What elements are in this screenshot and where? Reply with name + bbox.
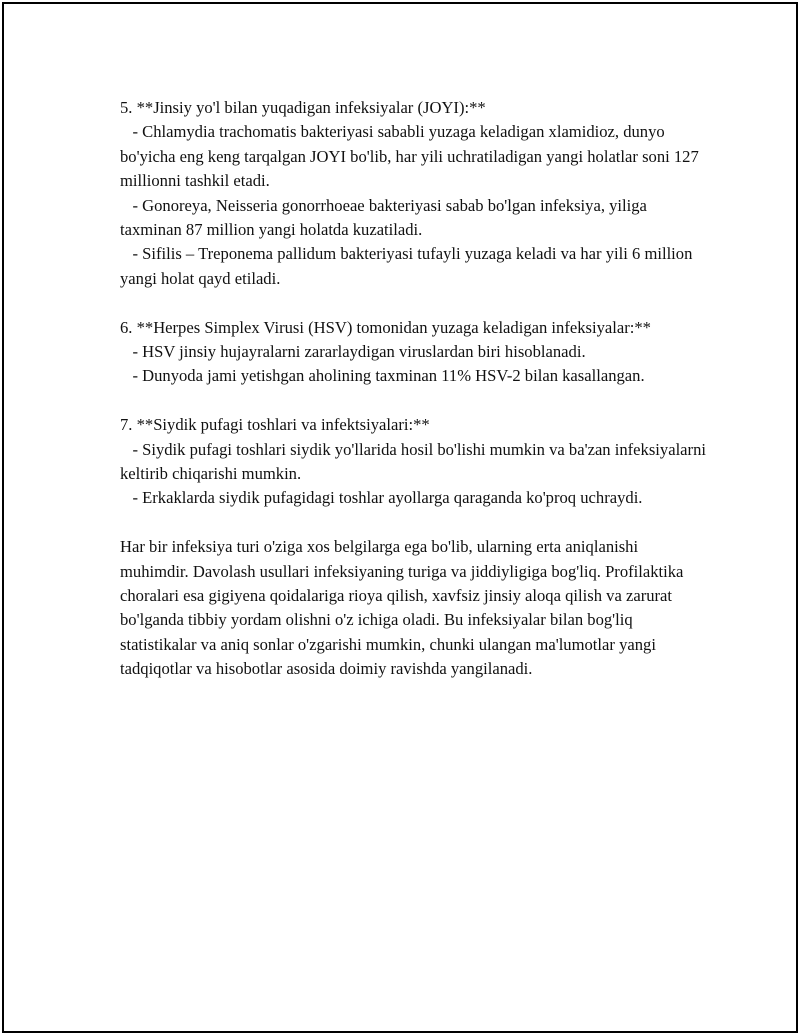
section-7-item-men: - Erkaklarda siydik pufagidagi toshlar ayollarga qaraganda ko'proq uchraydi. [120, 488, 643, 508]
section-6-heading: 6. **Herpes Simplex Virusi (HSV) tomonidan yuzaga keladigan infeksiyalar:** [120, 317, 651, 337]
section-5-item-chlamydia: - Chlamydia trachomatis bakteriyasi sababli yuzaga keladigan xlamidioz, dunyo bo'yicha eng keng tarqalgan JOYI bo'lib, har yili uchratiladigan yangi holatlar soni 127 millionni tashkil etadi. [120, 122, 703, 191]
section-5-item-gonorrhea: - Gonoreya, Neisseria gonorrhoeae bakteriyasi sabab bo'lgan infeksiya, yiliga taxminan 87 million yangi holatda kuzatiladi. [120, 195, 652, 240]
document-body [120, 96, 710, 682]
section-5-heading: 5. **Jinsiy yo'l bilan yuqadigan infeksiyalar (JOYI):** [120, 98, 486, 117]
section-6-item-hsv-prevalence: - Dunyoda jami yetishgan aholining taxminan 11% HSV-2 bilan kasallangan. [120, 366, 645, 386]
section-7-heading: 7. **Siydik pufagi toshlari va infektsiyalari:** [120, 415, 430, 435]
section-5-item-syphilis: - Sifilis – Treponema pallidum bakteriyasi tufayli yuzaga keladi va har yili 6 million yangi holat qayd etiladi. [120, 244, 697, 288]
conclusion-paragraph: Har bir infeksiya turi o'ziga xos belgilarga ega bo'lib, ularning erta aniqlanishi muhimdir. Davolash usullari infeksiyaning turiga va jiddiyligiga bog'liq. Profilaktika choralari esa gigiyena qoidalariga rioya qilish, xavfsiz jinsiy aloqa qilish va zarurat bo'lganda tibbiy yordam olishni o'z ichiga oladi. Bu infeksiyalar bilan bog'liq statistikalar va aniq sonlar o'zgarishi mumkin, chunki ulangan ma'lumotlar yangi tadqiqotlar va hisobotlar asosida doimiy ravishda yangilanadi. [120, 537, 688, 679]
document-page [2, 2, 798, 1033]
paragraph-spacer [120, 511, 710, 535]
section-7-item-stones: - Siydik pufagi toshlari siydik yo'llarida hosil bo'lishi mumkin va ba'zan infeksiyalarni keltirib chiqarishi mumkin. [120, 439, 711, 484]
section-6-item-hsv-cells: - HSV jinsiy hujayralarni zararlaydigan viruslardan biri hisoblanadi. [120, 342, 586, 362]
paragraph-spacer [120, 389, 710, 413]
paragraph-spacer [120, 291, 710, 315]
